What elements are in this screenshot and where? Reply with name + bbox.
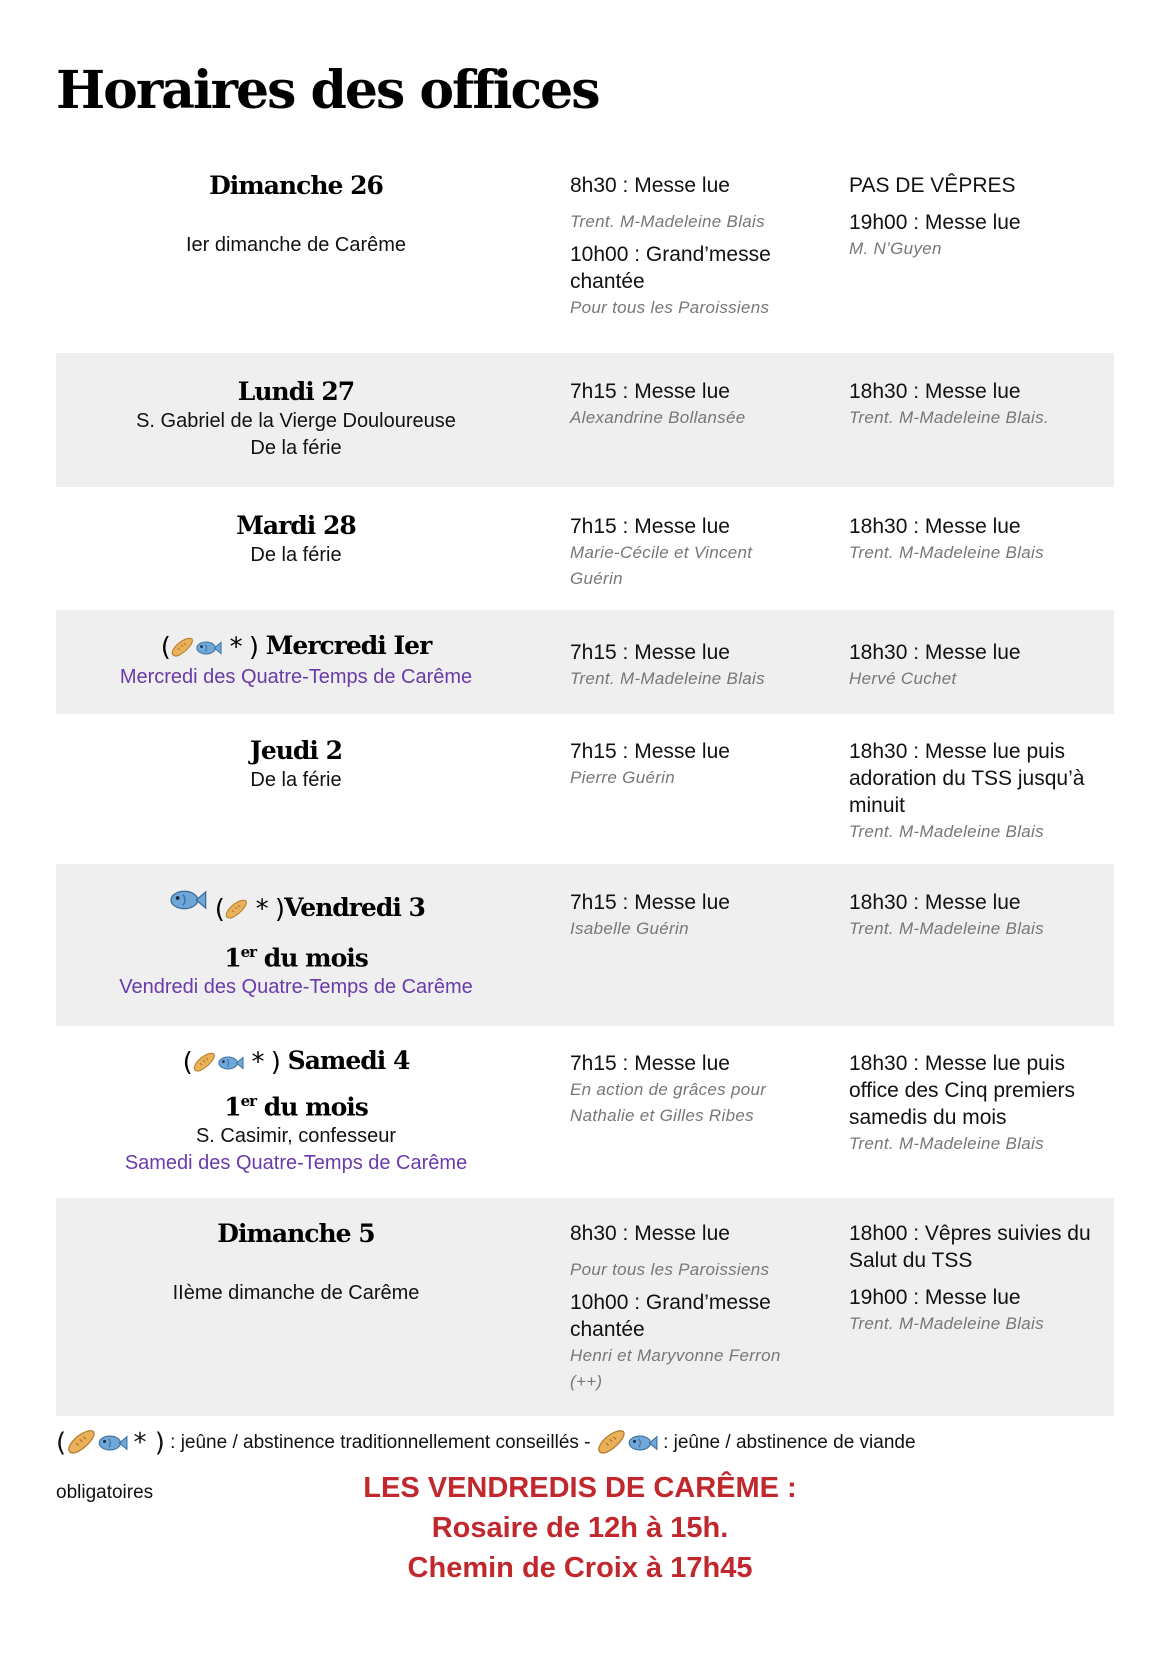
- first-of-month: 1er du mois: [224, 1091, 368, 1121]
- mass-time: 10h00 : Grand’messe chantée: [570, 1291, 771, 1341]
- mass-time: 8h30 : Messe lue: [570, 1222, 730, 1245]
- paren-open: (: [160, 632, 170, 663]
- schedule-row: [56, 1026, 1114, 1198]
- day-name: Dimanche 26: [209, 171, 383, 200]
- fish-icon: [167, 886, 207, 914]
- ember-day-label: Vendredi des Quatre-Temps de Carême: [119, 975, 473, 998]
- mass-intention: Trent. M-Madeleine Blais: [849, 919, 1044, 938]
- legend-advised-text: : jeûne / abstinence traditionnellement conseillés -: [170, 1432, 591, 1454]
- day-subtitle: De la férie: [250, 437, 342, 459]
- mass-time: 8h30 : Messe lue: [570, 174, 730, 197]
- mass-intention: Hervé Cuchet: [849, 669, 957, 688]
- fish-icon: [96, 1432, 128, 1454]
- mass-intention: En action de grâces pour Nathalie et Gilles Ribes: [570, 1080, 767, 1125]
- mass-intention: Trent. M-Madeleine Blais: [849, 1134, 1044, 1153]
- schedule-row: [56, 160, 1114, 340]
- bread-icon: [596, 1428, 626, 1458]
- day-name: Mercredi Ier: [265, 631, 432, 660]
- mass-time: 7h15 : Messe lue: [570, 380, 730, 403]
- mass-intention: Marie-Cécile et Vincent Guérin: [570, 543, 753, 588]
- bread-icon: [224, 898, 248, 922]
- mass-intention: Trent. M-Madeleine Blais: [849, 1314, 1044, 1333]
- mass-intention: Trent. M-Madeleine Blais: [570, 212, 765, 231]
- day-name: Lundi 27: [237, 377, 355, 406]
- schedule-row: [56, 353, 1114, 487]
- day-subtitle: De la férie: [250, 544, 342, 566]
- paren-close: * ): [251, 1047, 280, 1078]
- rosary-time: Rosaire de 12h à 15h.: [431, 1512, 729, 1544]
- vespers-note: PAS DE VÊPRES: [849, 174, 1016, 197]
- schedule-row: [56, 864, 1114, 1026]
- mass-intention: Pour tous les Paroissiens: [570, 1260, 770, 1279]
- paren-open: (: [56, 1428, 67, 1458]
- mass-intention: M. N’Guyen: [849, 239, 942, 258]
- paren-open: (: [182, 1047, 192, 1078]
- vespers-time: 18h00 : Vêpres suivies du Salut du TSS: [849, 1222, 1091, 1272]
- day-name: Samedi 4: [287, 1046, 410, 1075]
- mass-time: 7h15 : Messe lue: [570, 740, 730, 763]
- paren-open: (: [214, 894, 224, 925]
- mass-time: 7h15 : Messe lue: [570, 891, 730, 914]
- legend: [56, 1428, 1116, 1458]
- day-name: Dimanche 5: [217, 1219, 375, 1248]
- paren-close: * ): [133, 1428, 165, 1458]
- paren-close: * ): [255, 894, 285, 925]
- mass-intention: Trent. M-Madeleine Blais: [849, 822, 1044, 841]
- mass-time: 19h00 : Messe lue: [849, 1286, 1021, 1309]
- legend-mandatory-text: : jeûne / abstinence de viande: [663, 1432, 916, 1454]
- mass-time: 19h00 : Messe lue: [849, 211, 1021, 234]
- fish-icon: [216, 1053, 244, 1073]
- mass-intention: Trent. M-Madeleine Blais: [570, 669, 765, 688]
- saint-name: S. Casimir, confesseur: [195, 1124, 397, 1147]
- bread-icon: [192, 1051, 216, 1075]
- mass-intention: Henri et Maryvonne Ferron (++): [570, 1346, 781, 1391]
- day-name: Mardi 28: [236, 511, 356, 540]
- schedule-row: [56, 714, 1114, 864]
- mass-time: 10h00 : Grand’messe chantée: [570, 243, 771, 293]
- stations-of-cross-time: Chemin de Croix à 17h45: [407, 1552, 753, 1584]
- mass-time: 18h30 : Messe lue: [849, 641, 1021, 664]
- paren-close: * ): [229, 632, 259, 663]
- fish-icon: [626, 1432, 658, 1454]
- mass-intention: Trent. M-Madeleine Blais.: [849, 408, 1049, 427]
- mass-time: 7h15 : Messe lue: [570, 515, 730, 538]
- mass-intention: Pour tous les Paroissiens: [570, 298, 770, 317]
- legend-mandatory-continued: obligatoires: [56, 1482, 154, 1503]
- mass-time: 18h30 : Messe lue: [849, 380, 1021, 403]
- schedule-row: [56, 610, 1114, 714]
- schedule-row: [56, 1198, 1114, 1416]
- page-title: Horaires des offices: [56, 60, 599, 121]
- schedule-row: [56, 487, 1114, 610]
- mass-intention: Alexandrine Bollansée: [570, 408, 746, 427]
- fridays-heading: LES VENDREDIS DE CARÊME :: [363, 1472, 797, 1504]
- day-subtitle: De la férie: [250, 769, 342, 791]
- day-name: Vendredi 3: [284, 893, 425, 922]
- day-subtitle: Ier dimanche de Carême: [185, 234, 407, 256]
- mass-time: 7h15 : Messe lue: [570, 641, 730, 664]
- mass-time: 18h30 : Messe lue: [849, 515, 1021, 538]
- mass-time: 18h30 : Messe lue puis adoration du TSS jusqu’à minuit: [849, 740, 1085, 817]
- day-subtitle: IIème dimanche de Carême: [172, 1282, 420, 1304]
- first-of-month: 1er du mois: [224, 942, 368, 972]
- mass-time: 18h30 : Messe lue puis office des Cinq premiers samedis du mois: [849, 1052, 1076, 1129]
- mass-intention: Trent. M-Madeleine Blais: [849, 543, 1044, 562]
- saint-name: S. Gabriel de la Vierge Douloureuse: [136, 410, 456, 432]
- mass-time: 7h15 : Messe lue: [570, 1052, 730, 1075]
- ember-day-label: Mercredi des Quatre-Temps de Carême: [119, 665, 473, 688]
- mass-intention: Pierre Guérin: [570, 768, 675, 787]
- bread-icon: [66, 1428, 96, 1458]
- mass-intention: Isabelle Guérin: [570, 919, 689, 938]
- ember-day-label: Samedi des Quatre-Temps de Carême: [124, 1151, 468, 1174]
- bread-icon: [170, 636, 194, 660]
- day-name: Jeudi 2: [250, 736, 342, 765]
- mass-time: 18h30 : Messe lue: [849, 891, 1021, 914]
- fish-icon: [194, 638, 222, 658]
